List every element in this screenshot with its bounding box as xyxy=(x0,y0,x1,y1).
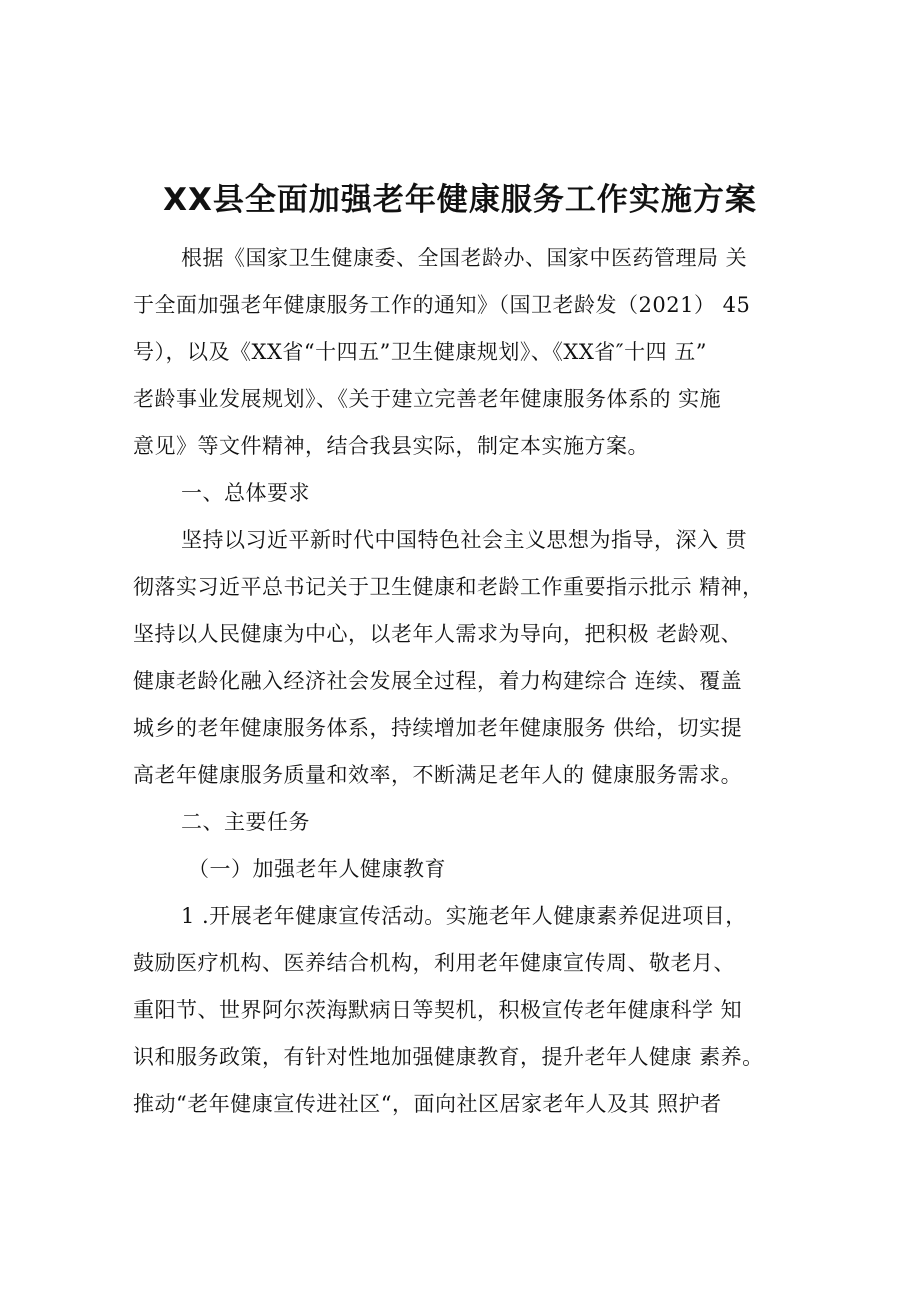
body-line-8: 彻落实习近平总书记关于卫生健康和老龄工作重要指示批示 精神， xyxy=(133,575,764,599)
body-line-18: 识和服务政策，有针对性地加强健康教育，提升老年人健康 素养。 xyxy=(133,1045,764,1069)
body-line-5: 意见》等文件精神，结合我县实际，制定本实施方案。 xyxy=(133,434,649,458)
body-line-12: 高老年健康服务质量和效率，不断满足老年人的 健康服务需求。 xyxy=(133,763,743,787)
body-line-1: 根据《国家卫生健康委、全国老龄办、国家中医药管理局 关 xyxy=(181,246,748,270)
body-line-3: 号），以及《XX省“十四五”卫生健康规划》、《XX省″十四 五” xyxy=(133,340,708,364)
body-line-7: 坚持以习近平新时代中国特色社会主义思想为指导，深入 贯 xyxy=(181,528,748,552)
body-line-19: 推动“老年健康宣传进社区“，面向社区居家老年人及其 照护者 xyxy=(133,1092,722,1116)
section-heading-main-tasks: 二、主要任务 xyxy=(181,810,310,834)
subsection-heading-health-education: （一）加强老年人健康教育 xyxy=(188,857,446,881)
body-line-16: 鼓励医疗机构、医养结合机构，利用老年健康宣传周、敬老月、 xyxy=(133,951,735,975)
body-line-10: 健康老龄化融入经济社会发展全过程，着力构建综合 连续、覆盖 xyxy=(133,669,743,693)
body-line-9: 坚持以人民健康为中心，以老年人需求为导向，把积极 老龄观、 xyxy=(133,622,743,646)
section-heading-overall-requirements: 一、总体要求 xyxy=(181,481,310,505)
body-line-2: 于全面加强老年健康服务工作的通知》（国卫老龄发（2021） 45 xyxy=(133,293,751,317)
body-line-4: 老龄事业发展规划》、《关于建立完善老年健康服务体系的 实施 xyxy=(133,387,722,411)
body-line-11: 城乡的老年健康服务体系，持续增加老年健康服务 供给，切实提 xyxy=(133,716,743,740)
document-title: XX县全面加强老年健康服务工作实施方案 xyxy=(163,182,757,218)
body-line-15: 1 .开展老年健康宣传活动。实施老年人健康素养促进项目， xyxy=(181,904,747,928)
body-line-17: 重阳节、世界阿尔茨海默病日等契机，积极宣传老年健康科学 知 xyxy=(133,998,743,1022)
